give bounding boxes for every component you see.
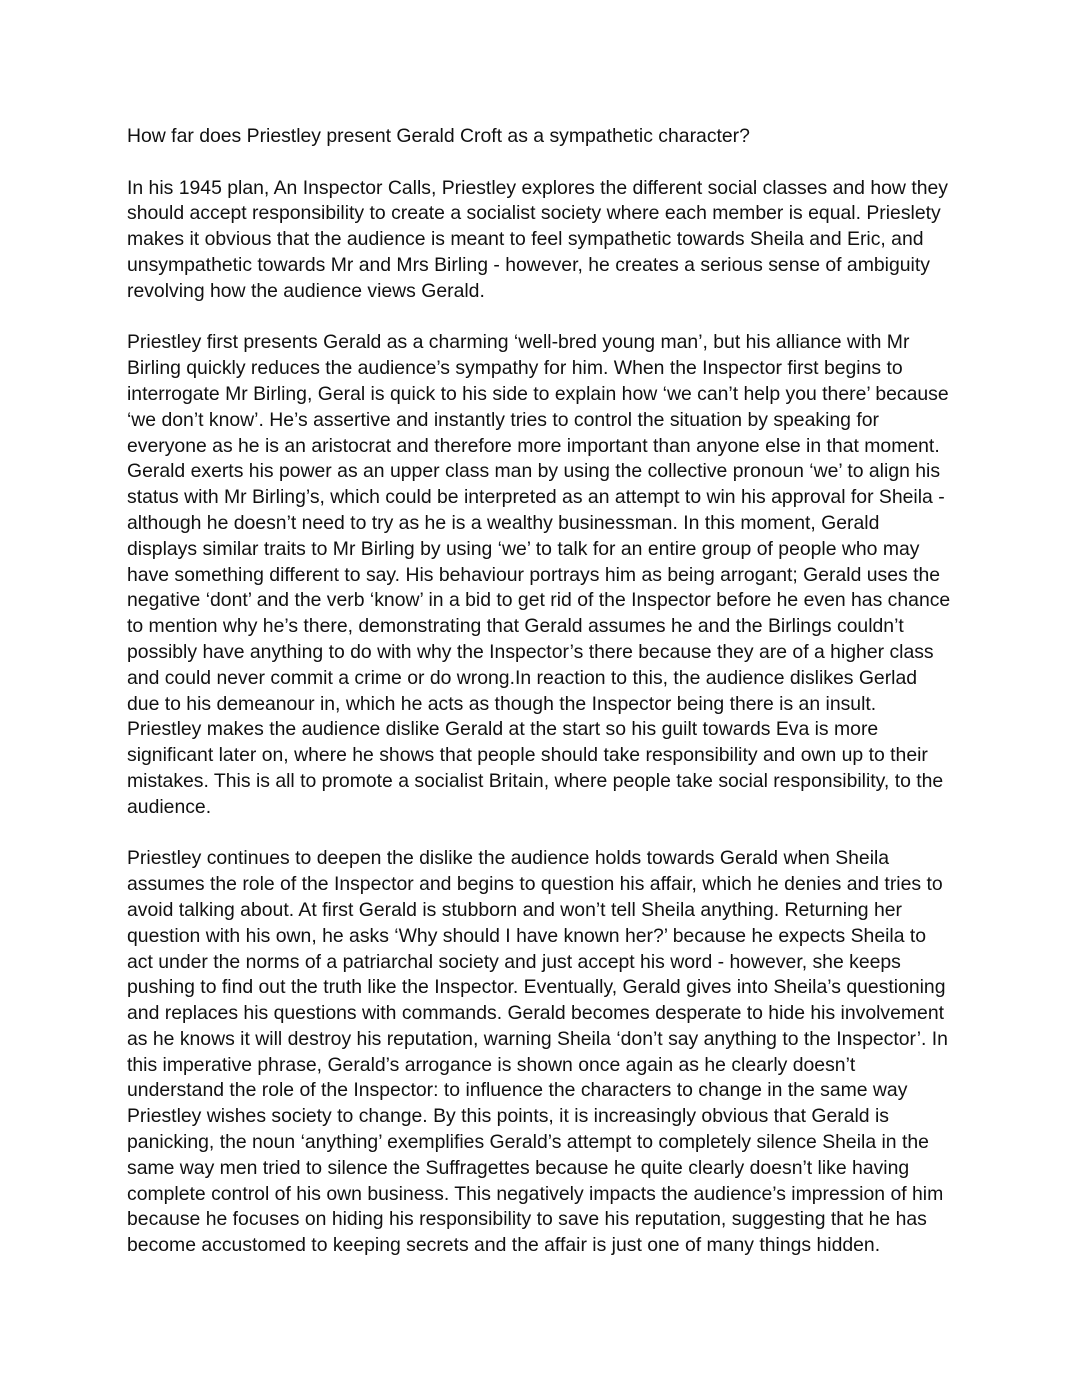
paragraph-gerald-alliance-with-birling: Priestley first presents Gerald as a charming ‘well-bred young man’, but his alliance with Mr Birling quickly reduces the audience’s sympathy for him. When the Inspector first begins to interrogate Mr Birling, Geral is quick to his side to explain how ‘we can’t help you there’ because ‘we don’t know’. He’s assertive and instantly tries to control the situation by speaking for everyone as he is an aristocrat and therefore more important than anyone else in that moment. Gerald exerts his power as an upper class man by using the collective pronoun ‘we’ to align his status with Mr Birling’s, which could be interpreted as an attempt to win his approval for Sheila - although he doesn’t need to try as he is a wealthy businessman. In this moment, Gerald displays similar traits to Mr Birling by using ‘we’ to talk for an entire group of people who may have something different to say. His behaviour portrays him as being arrogant; Gerald uses the negative ‘dont’ and the verb ‘know’ in a bid to get rid of the Inspector before he even has chance to mention why he’s there, demonstrating that Gerald assumes he and the Birlings couldn’t possibly have anything to do with why the Inspector’s there because they are of a higher class and could never commit a crime or do wrong.In reaction to this, the audience dislikes Gerlad due to his demeanour in, which he acts as though the Inspector being there is an insult. Priestley makes the audience dislike Gerald at the start so his guilt towards Eva is more significant later on, where he shows that people should take responsibility and own up to their mistakes. This is all to promote a socialist Britain, where people take social responsibility, to the audience. (127, 331, 951, 818)
essay-question-title: How far does Priestley present Gerald Croft as a sympathetic character? (127, 125, 750, 147)
document-page (127, 124, 959, 1285)
paragraph-introduction: In his 1945 plan, An Inspector Calls, Priestley explores the different social classes and how they should accept responsibility to create a socialist society where each member is equal. Prieslety makes it obvious that the audience is meant to feel sympathetic towards Sheila and Eric, and unsympathetic towards Mr and Mrs Birling - however, he creates a serious sense of ambiguity revolving how the audience views Gerald. (127, 176, 948, 302)
paragraph-gerald-and-sheila-affair: Priestley continues to deepen the dislike the audience holds towards Gerald when Sheila assumes the role of the Inspector and begins to question his affair, which he denies and tries to avoid talking about. At first Gerald is stubborn and won’t tell Sheila anything. Returning her question with his own, he asks ‘Why should I have known her?’ because he expects Sheila to act under the norms of a patriarchal society and just accept his word - however, she keeps pushing to find out the truth like the Inspector. Eventually, Gerald gives into Sheila’s questioning and replaces his questions with commands. Gerald becomes desperate to hide his involvement as he knows it will destroy his reputation, warning Sheila ‘don’t say anything to the Inspector’. In this imperative phrase, Gerald’s arrogance is shown once again as he clearly doesn’t understand the role of the Inspector: to influence the characters to change in the same way Priestley wishes society to change. By this points, it is increasingly obvious that Gerald is panicking, the noun ‘anything’ exemplifies Gerald’s attempt to completely silence Sheila in the same way men tried to silence the Suffragettes because he quite clearly doesn’t like having complete control of his own business. This negatively impacts the audience’s impression of him because he focuses on hiding his responsibility to save his reputation, suggesting that he has become accustomed to keeping secrets and the affair is just one of many things hidden. (127, 847, 948, 1257)
